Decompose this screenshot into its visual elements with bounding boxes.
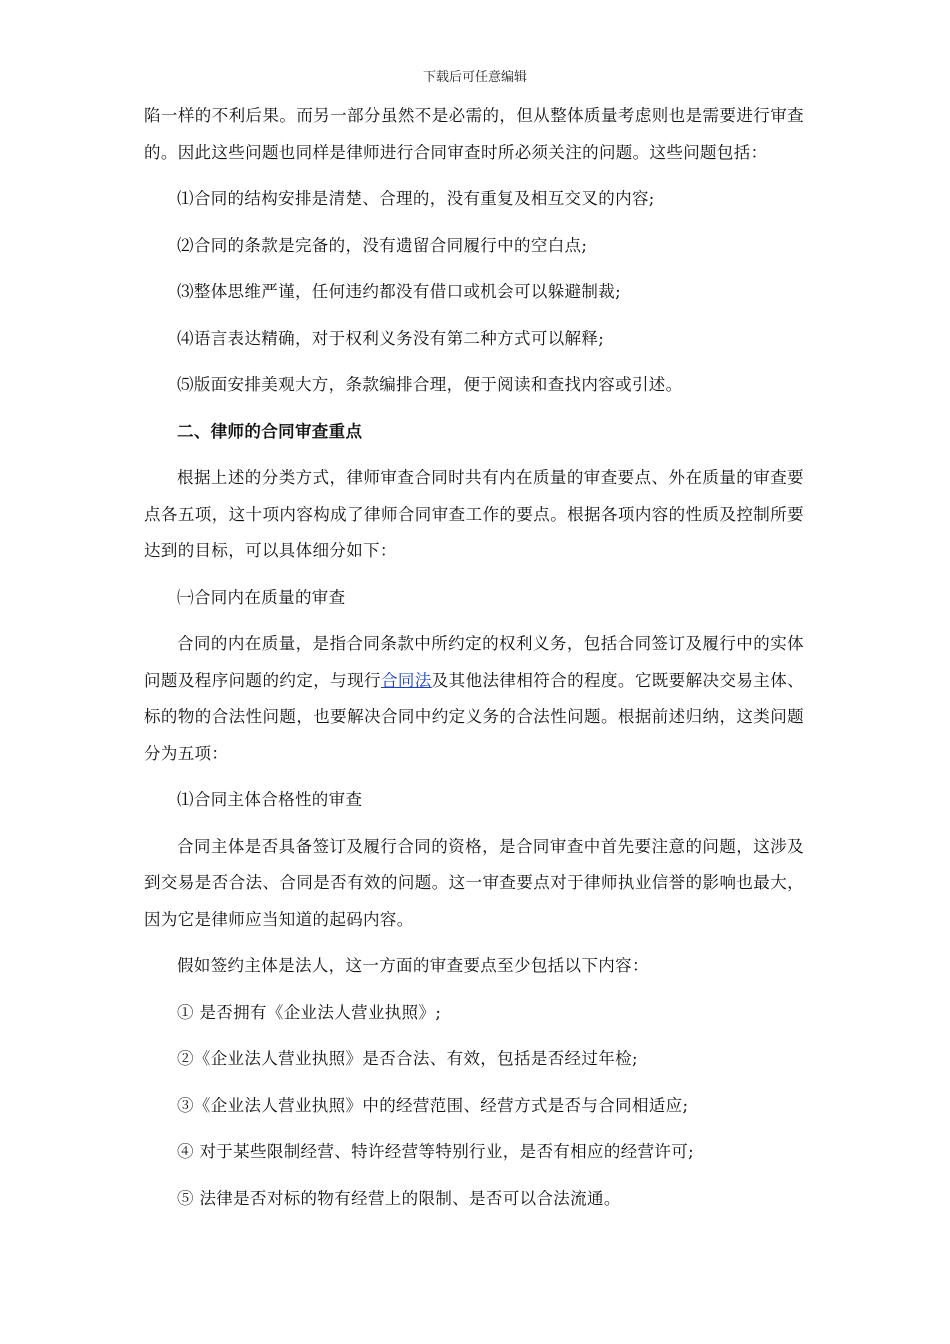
contract-law-link[interactable]: 合同法 [380, 670, 432, 690]
list-item: ⑤ 法律是否对标的物有经营上的限制、是否可以合法流通。 [177, 1188, 621, 1208]
section-heading: 二、律师的合同审查重点 [177, 421, 363, 441]
list-item: ⑷语言表达精确，对于权利义务没有第二种方式可以解释; [177, 328, 605, 348]
list-item: ① 是否拥有《企业法人营业执照》; [177, 1002, 442, 1022]
paragraph-classification: 根据上述的分类方式，律师审查合同时共有内在质量的审查要点、外在质量的审查要点各五项，这十项内容构成了律师合同审查工作的要点。根据各项内容的性质及控制所要达到的目标，可以具体细分如下： [144, 468, 804, 560]
document-body [144, 98, 804, 1217]
list-item: ⑶整体思维严谨，任何违约都没有借口或机会可以躲避制裁; [177, 282, 622, 301]
paragraph-legal-person: 假如签约主体是法人，这一方面的审查要点至少包括以下内容： [177, 956, 649, 975]
list-item: ②《企业法人营业执照》是否合法、有效，包括是否经过年检; [177, 1049, 638, 1068]
paragraph-inner-quality [144, 626, 804, 772]
list-item: ⑴合同的结构安排是清楚、合理的，没有重复及相互交叉的内容; [177, 189, 655, 208]
list-item: ⑸版面安排美观大方，条款编排合理，便于阅读和查找内容或引述。 [177, 375, 683, 394]
subsection-heading: ㈠合同内在质量的审查 [177, 587, 346, 607]
list-item: ④ 对于某些限制经营、特许经营等特别行业，是否有相应的经营许可; [177, 1142, 695, 1161]
list-item: ⑵合同的条款是完备的，没有遗留合同履行中的空白点; [177, 235, 588, 255]
inner-text-before: 合同的内在质量，是指合同条款中所约定的权利义务，包括合同签订及履行中的实体问题及程序问题的约定，与现行 [144, 634, 804, 690]
inner-text-after: 及其他法律相符合的程度。它既要解决交易主体、标的物的合法性问题，也要解决合同中约定义务的合法性问题。根据前述归纳，这类问题分为五项： [144, 670, 804, 763]
paragraph-subject: 合同主体是否具备签订及履行合同的资格，是合同审查中首先要注意的问题，这涉及到交易是否合法、合同是否有效的问题。这一审查要点对于律师执业信誉的影响也最大，因为它是律师应当知道的起码内容。 [144, 836, 804, 929]
page-header: 下载后可任意编辑 [422, 70, 527, 85]
list-item: ③《企业法人营业执照》中的经营范围、经营方式是否与合同相适应; [177, 1095, 689, 1115]
paragraph-continuation: 陷一样的不利后果。而另一部分虽然不是必需的，但从整体质量考虑则也是需要进行审查的。因此这些问题也同样是律师进行合同审查时所必须关注的问题。这些问题包括： [144, 106, 804, 162]
subsection-heading: ⑴合同主体合格性的审查 [177, 790, 363, 809]
